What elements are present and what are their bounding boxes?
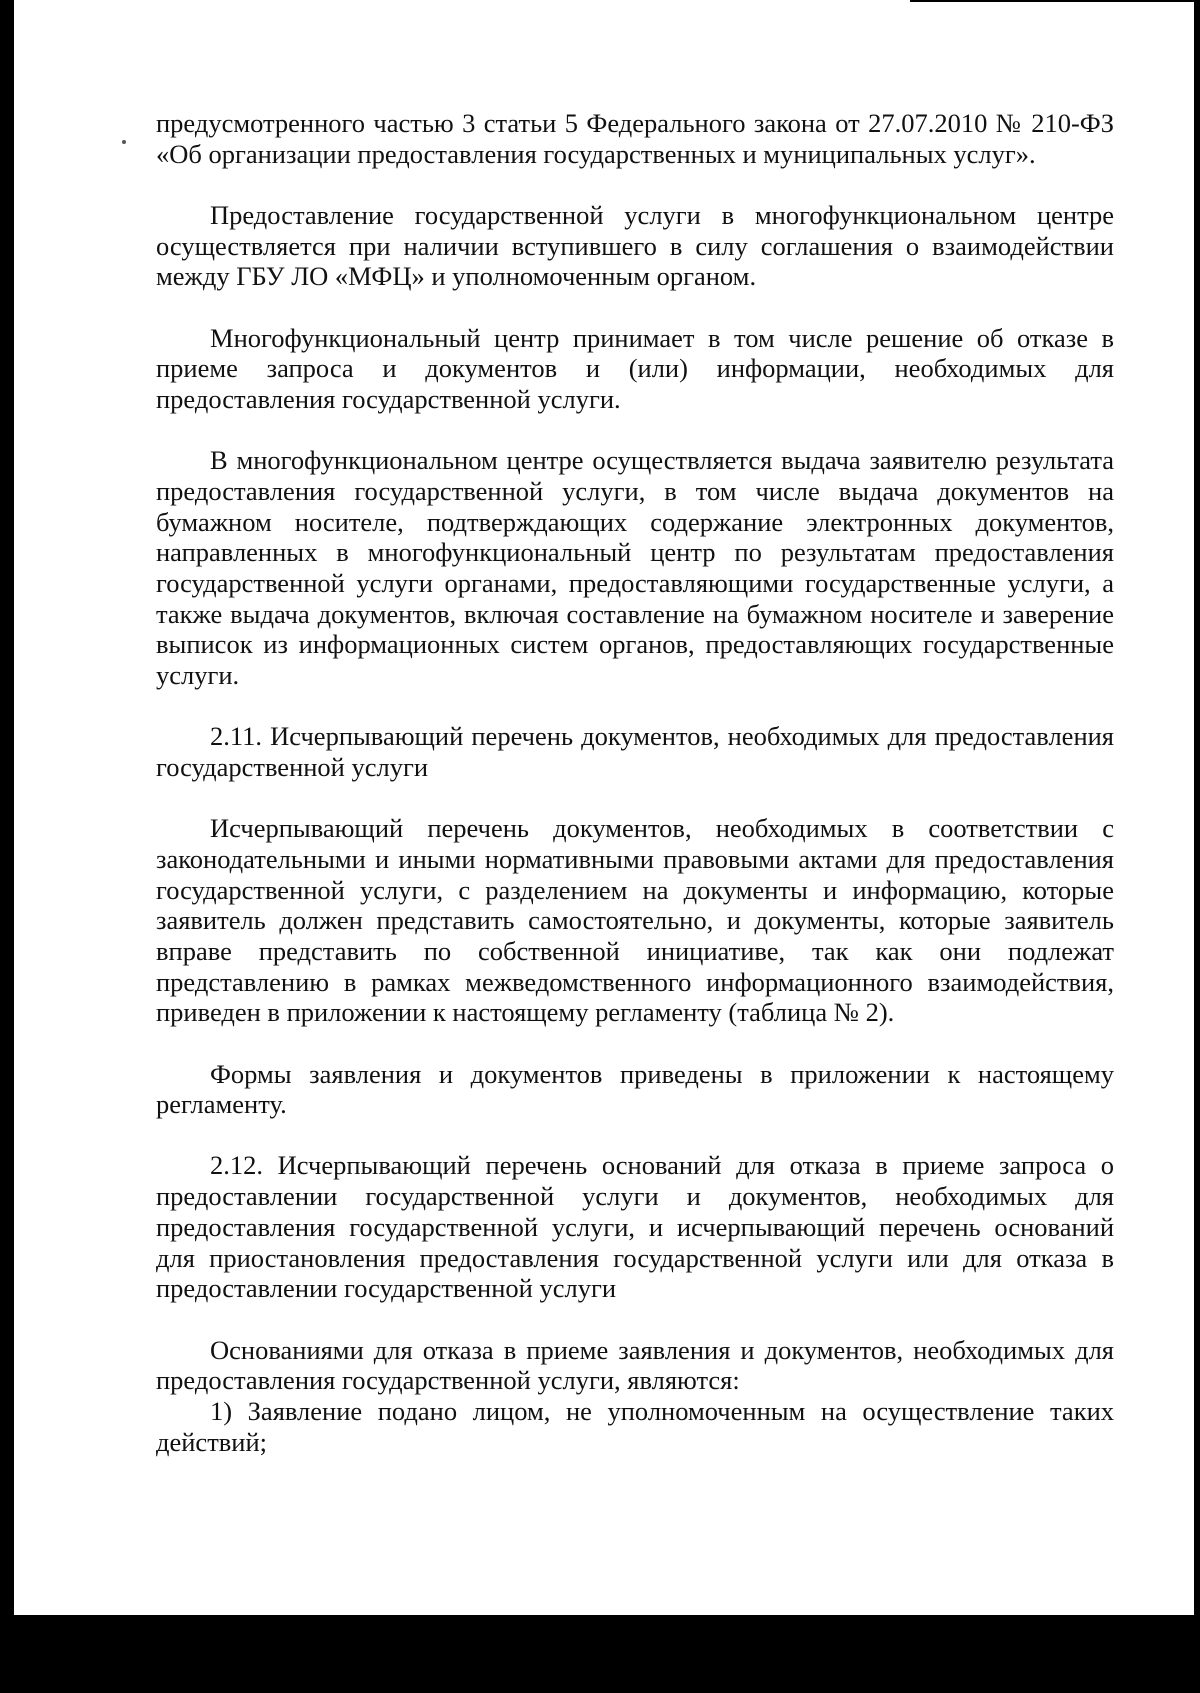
scan-bottom-edge	[0, 1615, 1200, 1693]
scan-right-edge	[1194, 0, 1200, 1693]
paragraph-mfc-refusal: Многофункциональный центр принимает в том числе решение об отказе в приеме запроса и документов и (или) информации, необходимых для предоставления государственной услуги.	[156, 322, 1114, 414]
scan-top-edge	[910, 0, 1200, 2]
paragraph-documents-list: Исчерпывающий перечень документов, необходимых в соответствии с законодательными и иными нормативными правовыми актами для предоставления государственной услуги, с разделением на документы и информацию, которые заявитель должен представить самостоятельно, и документы, которые заявитель вправе представить по собственной инициативе, так как они подлежат представлению в рамках межведомственного информационного взаимодействия, приведен в приложении к настоящему регламенту (таблица № 2).	[156, 813, 1114, 1028]
paragraph-mfc-issuance: В многофункциональном центре осуществляется выдача заявителю результата предоставления государственной услуги, в том числе выдача документов на бумажном носителе, подтверждающих содержание электронных документов, направленных в многофункциональный центр по результатам предоставления государственной услуги органами, предоставляющими государственные услуги, а также выдача документов, включая составление на бумажном носителе и заверение выписок из информационных систем органов, предоставляющих государственные услуги.	[156, 445, 1114, 691]
document-body	[156, 108, 1114, 1488]
scan-left-edge	[0, 0, 14, 1693]
paragraph-forms: Формы заявления и документов приведены в приложении к настоящему регламенту.	[156, 1058, 1114, 1120]
paragraph-continuation: предусмотренного частью 3 статьи 5 Федерального закона от 27.07.2010 № 210-ФЗ «Об организации предоставления государственных и муниципальных услуг».	[156, 108, 1114, 169]
paragraph-mfc-agreement: Предоставление государственной услуги в многофункциональном центре осуществляется при наличии вступившего в силу соглашения о взаимодействии между ГБУ ЛО «МФЦ» и уполномоченным органом.	[156, 199, 1114, 292]
section-heading-2-12: 2.12. Исчерпывающий перечень оснований для отказа в приеме запроса о предоставлении государственной услуги и документов, необходимых для предоставления государственной услуги, и исчерпывающий перечень оснований для приостановления предоставления государственной услуги или для отказа в предоставлении государственной услуги	[156, 1150, 1114, 1304]
paragraph-refusal-grounds: Основаниями для отказа в приеме заявления и документов, необходимых для предоставления государственной услуги, являются:	[156, 1334, 1114, 1396]
section-heading-2-11: 2.11. Исчерпывающий перечень документов, необходимых для предоставления государственной услуги	[156, 721, 1114, 782]
list-item-1: 1) Заявление подано лицом, не уполномоченным на осуществление таких действий;	[156, 1395, 1114, 1457]
scan-speck	[122, 140, 126, 144]
